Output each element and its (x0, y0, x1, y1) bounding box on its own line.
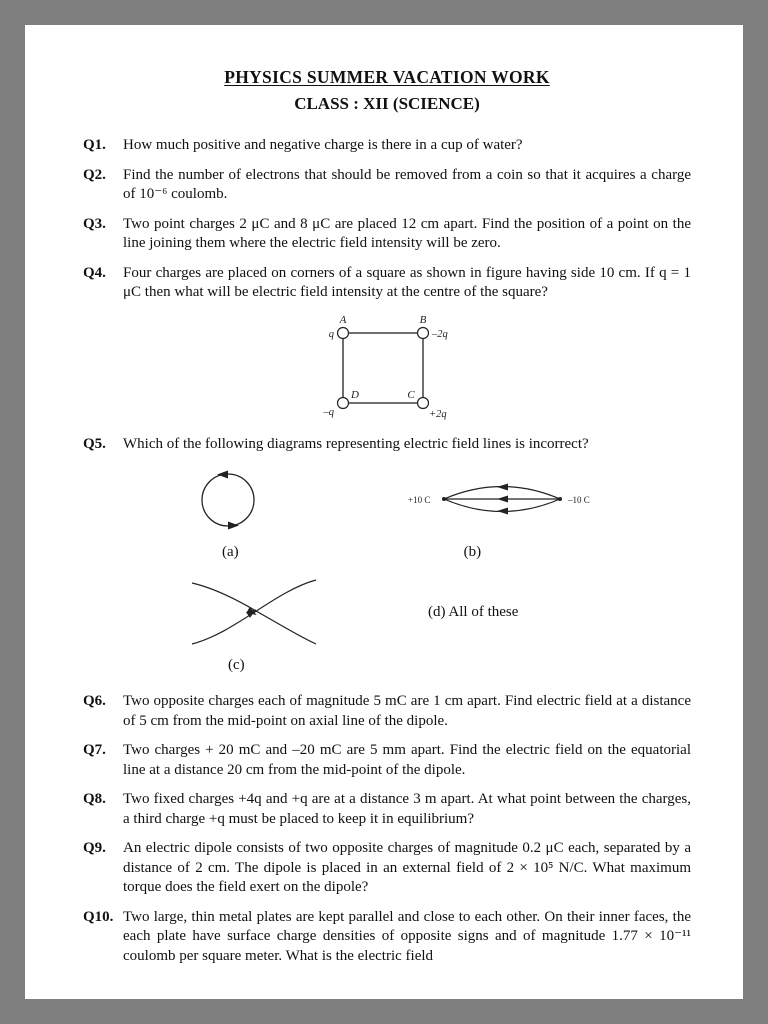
question-number: Q5. (83, 435, 106, 452)
question-q3 (83, 215, 691, 254)
question-text: Two opposite charges each of magnitude 5 mC are 1 cm apart. Find electric field at a distance of 5 cm from the mid-point on axial line of the dipole. (123, 693, 691, 729)
arrowhead-bottom (228, 522, 239, 530)
charge-circle-a (338, 327, 349, 338)
circular-field-line-diagram (198, 470, 258, 530)
document-page (25, 25, 743, 999)
corner-label-c: C (407, 388, 415, 401)
option-d-all-of-these: (d) All of these (428, 603, 519, 620)
question-q10 (83, 908, 691, 967)
question-text: Four charges are placed on corners of a square as shown in figure having side 10 cm. If q = 1 μC then what will be electric field intensity at the centre of the square? (123, 264, 691, 300)
question-number: Q2. (83, 166, 106, 183)
question-list (83, 136, 691, 966)
charge-circle-b (418, 327, 429, 338)
question-number: Q8. (83, 791, 106, 807)
question-q7 (83, 741, 691, 780)
question-number: Q10. (83, 908, 114, 925)
caption-b: (b) (463, 544, 482, 560)
charge-circle-c (418, 397, 429, 408)
question-q4 (83, 264, 691, 303)
plus-charge-label: +10 C (408, 495, 431, 505)
question-number: Q4. (83, 264, 106, 281)
question-q9 (83, 839, 691, 898)
corner-label-b: B (419, 313, 427, 326)
question-text: Which of the following diagrams representing electric field lines is incorrect? (123, 435, 589, 452)
arrowhead-lower (497, 508, 508, 515)
figure-captions-a-b (222, 544, 691, 561)
question-number: Q7. (83, 742, 106, 758)
question-q6 (83, 692, 691, 731)
question-text: An electric dipole consists of two opposite charges of magnitude 0.2 μC each, separated by a distance of 2 cm. The dipole is placed in an external field of 2 × 10⁵ N/C. What maximum torque does the field exert on the dipole? (123, 840, 691, 895)
question-text: Two large, thin metal plates are kept parallel and close to each other. On their inner faces, the each plate have surface charge densities of opposite signs and of magnitude 1.77 × 10⁻¹¹ coulomb per square meter. What is the electric field (123, 908, 691, 964)
figure-row-c-d (190, 573, 691, 651)
dipole-field-line-diagram (408, 478, 600, 522)
charge-label-minus-2q: –2q (432, 328, 448, 340)
document-subtitle: CLASS : XII (SCIENCE) (294, 94, 480, 113)
question-number: Q3. (83, 215, 106, 232)
question-number: Q1. (83, 137, 106, 153)
square-of-charges-diagram (298, 311, 468, 423)
arrowhead-middle (497, 496, 508, 503)
crossing-field-lines-diagram (190, 573, 318, 651)
charge-label-plus-2q: +2q (429, 408, 447, 420)
arrowhead-top (217, 471, 228, 479)
caption-a: (a) (222, 544, 239, 560)
question-text: How much positive and negative charge is there in a cup of water? (123, 137, 523, 153)
question-q8 (83, 790, 691, 829)
charge-label-minus-q: –q (323, 406, 334, 418)
minus-charge-label: –10 C (568, 495, 590, 505)
figure-square-of-charges (298, 311, 691, 423)
dipole-field-line-figure (408, 478, 600, 522)
question-q5 (83, 435, 691, 455)
figure-row-a-b (198, 470, 691, 530)
question-number: Q9. (83, 840, 106, 856)
question-number: Q6. (83, 693, 106, 709)
charge-label-q: q (328, 328, 334, 340)
question-text: Two charges + 20 mC and –20 mC are 5 mm apart. Find the electric field on the equatorial line at a distance 20 cm from the mid-point of the dipole. (123, 742, 691, 778)
question-text: Two fixed charges +4q and +q are at a distance 3 m apart. At what point between the charges, a third charge +q must be placed to keep it in equilibrium? (123, 791, 691, 827)
arrowhead-upper (497, 484, 508, 491)
question-text: Two point charges 2 μC and 8 μC are placed 12 cm apart. Find the position of a point on the line joining them where the electric field intensity will be zero. (123, 215, 691, 251)
question-q2 (83, 166, 691, 205)
corner-label-d: D (351, 388, 359, 401)
charge-circle-d (338, 397, 349, 408)
document-title: PHYSICS SUMMER VACATION WORK (224, 67, 550, 87)
question-q1 (83, 136, 691, 156)
question-text: Find the number of electrons that should be removed from a coin so that it acquires a charge of 10⁻⁶ coulomb. (123, 166, 691, 202)
corner-label-a: A (339, 313, 347, 326)
caption-c: (c) (228, 657, 245, 673)
field-line-circle (202, 474, 254, 526)
